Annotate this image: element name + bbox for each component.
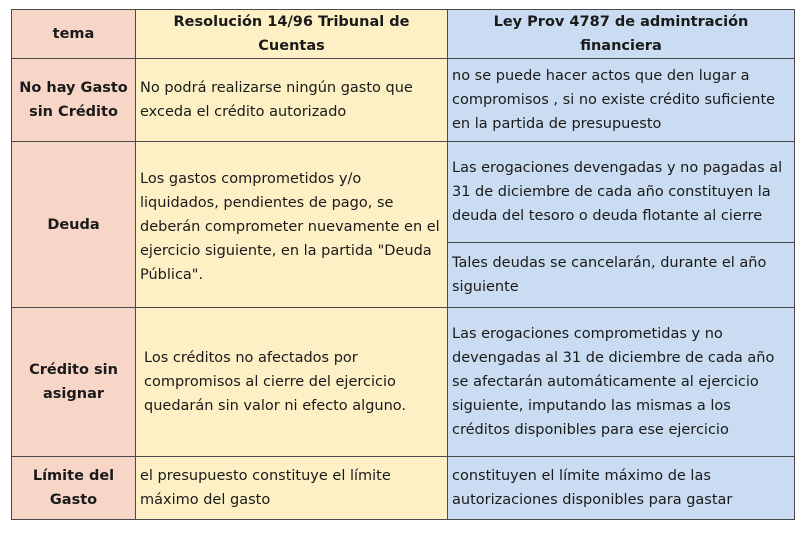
ley-cell: no se puede hacer actos que den lugar a compromisos , si no existe crédito suficiente en la partida de presupuesto [448, 59, 795, 142]
table-row [12, 457, 795, 520]
table-row [12, 142, 795, 243]
table-row [12, 308, 795, 457]
header-ley: Ley Prov 4787 de admintración financiera [448, 10, 795, 59]
tema-cell: Límite del Gasto [12, 457, 136, 520]
resolucion-cell: Los créditos no afectados por compromisos al cierre del ejercicio quedarán sin valor ni efecto alguno. [136, 308, 448, 457]
tema-cell: Deuda [12, 142, 136, 308]
ley-cell: Las erogaciones comprometidas y no devengadas al 31 de diciembre de cada año se afectarán automáticamente al ejercicio siguiente, imputando las mismas a los créditos disponibles para ese ejercicio [448, 308, 795, 457]
header-tema: tema [12, 10, 136, 59]
resolucion-cell: No podrá realizarse ningún gasto que exceda el crédito autorizado [136, 59, 448, 142]
resolucion-cell: el presupuesto constituye el límite máximo del gasto [136, 457, 448, 520]
table-header-row [12, 10, 795, 59]
ley-cell: constituyen el límite máximo de las autorizaciones disponibles para gastar [448, 457, 795, 520]
ley-cell: Tales deudas se cancelarán, durante el año siguiente [448, 243, 795, 308]
ley-cell: Las erogaciones devengadas y no pagadas al 31 de diciembre de cada año constituyen la deuda del tesoro o deuda flotante al cierre [448, 142, 795, 243]
table-row [12, 59, 795, 142]
tema-cell: No hay Gasto sin Crédito [12, 59, 136, 142]
resolucion-cell: Los gastos comprometidos y/o liquidados, pendientes de pago, se deberán comprometer nuevamente en el ejercicio siguiente, en la partida "Deuda Pública". [136, 142, 448, 308]
tema-cell: Crédito sin asignar [12, 308, 136, 457]
comparison-table [11, 9, 795, 520]
header-resolucion: Resolución 14/96 Tribunal de Cuentas [136, 10, 448, 59]
